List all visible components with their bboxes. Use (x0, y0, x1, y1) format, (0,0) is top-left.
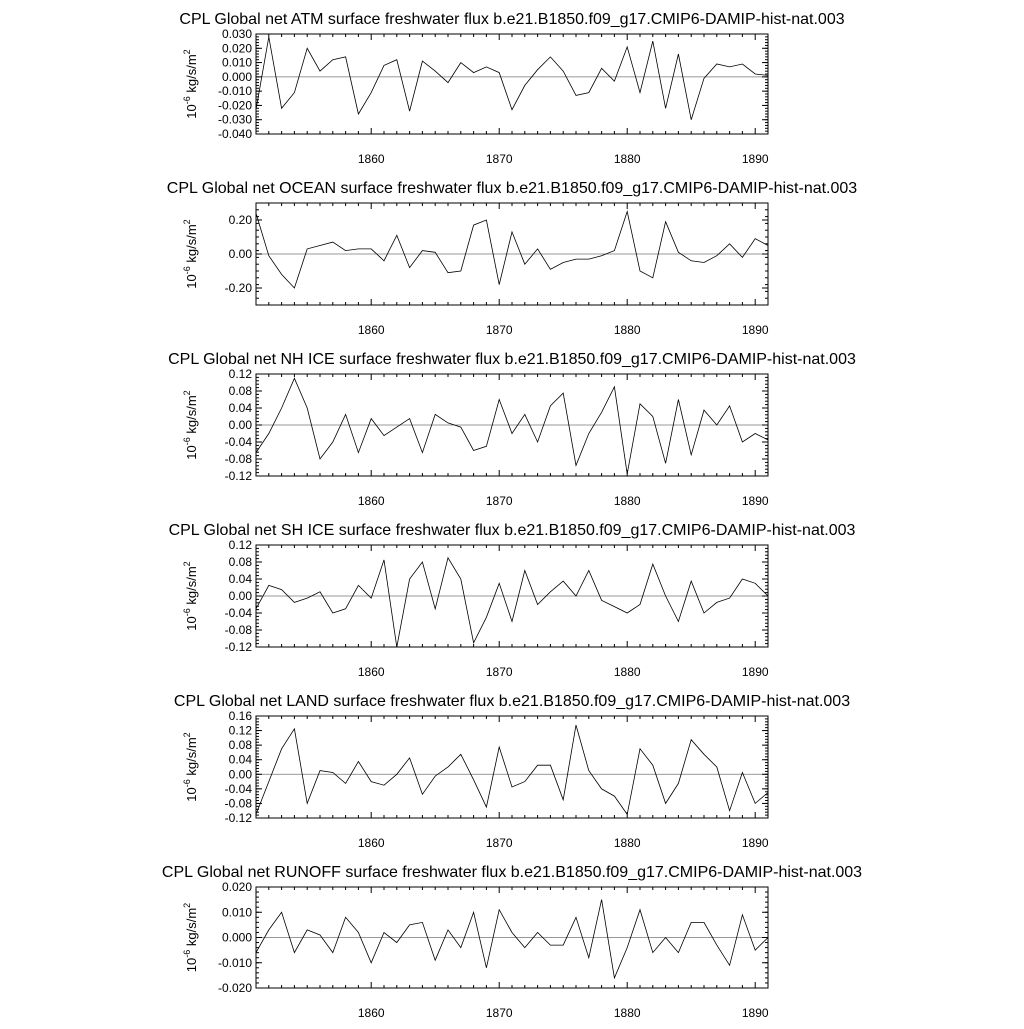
x-tick-label: 1890 (741, 665, 769, 679)
x-tick-label: 1880 (613, 494, 641, 508)
y-tick-label: 0.00 (228, 767, 252, 782)
x-tick-label: 1870 (485, 1006, 513, 1020)
y-tick-label: -0.04 (224, 781, 252, 796)
chart-panel-2 (167, 180, 858, 337)
x-tick-label: 1890 (741, 152, 769, 166)
x-tick-label: 1870 (485, 494, 513, 508)
chart-title: CPL Global net RUNOFF surface freshwater flux b.e21.B1850.f09_g17.CMIP6-DAMIP-hist-nat.003 (161, 864, 863, 881)
y-tick-label: 0.04 (228, 401, 252, 415)
series-line (256, 378, 768, 474)
y-tick-label: 0.00 (228, 247, 252, 261)
y-tick-label: 0.020 (221, 880, 252, 894)
y-tick-label: -0.08 (224, 452, 252, 466)
y-tick-label: 0.08 (228, 384, 252, 398)
x-tick-label: 1870 (485, 836, 513, 850)
y-tick-label: 0.000 (221, 69, 252, 84)
y-tick-label: -0.030 (217, 112, 252, 127)
plot-frame (256, 716, 768, 818)
x-tick-label: 1880 (613, 836, 641, 850)
chart-panel-6 (162, 864, 862, 1020)
y-tick-label: -0.08 (224, 796, 252, 811)
x-tick-label: 1860 (357, 836, 385, 850)
y-tick-label: -0.12 (224, 811, 252, 825)
x-tick-label: 1890 (741, 1006, 769, 1020)
y-tick-label: -0.20 (224, 281, 252, 295)
y-tick-label: 0.12 (228, 723, 252, 738)
series-line (256, 900, 768, 978)
x-tick-label: 1860 (357, 494, 385, 508)
y-tick-label: -0.040 (217, 127, 252, 141)
y-tick-label: -0.08 (224, 623, 252, 637)
chart-title: CPL Global net NH ICE surface freshwater flux b.e21.B1850.f09_g17.CMIP6-DAMIP-hist-nat.003 (168, 351, 856, 368)
y-axis-label: $10^{-6}$ $kg/s/m^2$ (182, 390, 199, 460)
y-tick-label: 0.08 (228, 738, 252, 753)
y-tick-label: 0.010 (221, 905, 252, 920)
x-tick-label: 1890 (741, 323, 769, 337)
y-tick-label: 0.20 (228, 213, 252, 227)
chart-title: CPL Global net SH ICE surface freshwater flux b.e21.B1850.f09_g17.CMIP6-DAMIP-hist-nat.003 (168, 522, 856, 539)
chart-panel-5 (174, 693, 850, 850)
y-tick-label: 0.020 (221, 41, 252, 56)
x-tick-label: 1880 (613, 1006, 641, 1020)
y-axis-label: $10^{-6}$ $kg/s/m^2$ (182, 902, 199, 973)
y-axis-label: $10^{-6}$ $kg/s/m^2$ (182, 561, 199, 631)
y-axis-label: $10^{-6}$ $kg/s/m^2$ (182, 49, 199, 119)
x-tick-label: 1880 (613, 323, 641, 337)
y-tick-label: -0.04 (224, 435, 252, 449)
y-tick-label: 0.04 (228, 752, 252, 767)
x-tick-label: 1870 (485, 665, 513, 679)
y-tick-label: -0.020 (217, 98, 252, 113)
y-tick-label: 0.12 (228, 538, 252, 552)
series-line (256, 558, 768, 647)
y-tick-label: 0.000 (221, 930, 252, 945)
y-tick-label: 0.16 (228, 709, 252, 723)
x-tick-label: 1870 (485, 152, 513, 166)
y-tick-label: 0.04 (228, 572, 252, 586)
chart-panel-4 (169, 522, 856, 679)
y-axis-label: $10^{-6}$ $kg/s/m^2$ (182, 732, 199, 802)
x-tick-label: 1880 (613, 665, 641, 679)
x-tick-label: 1860 (357, 665, 385, 679)
y-tick-label: -0.12 (224, 640, 252, 654)
y-tick-label: -0.010 (217, 955, 252, 970)
x-tick-label: 1870 (485, 323, 513, 337)
y-tick-label: -0.12 (224, 469, 252, 483)
y-tick-label: 0.00 (228, 589, 252, 603)
y-tick-label: -0.020 (217, 981, 252, 995)
x-tick-label: 1860 (357, 152, 385, 166)
series-line (256, 212, 768, 289)
x-tick-label: 1890 (741, 836, 769, 850)
chart-title: CPL Global net LAND surface freshwater flux b.e21.B1850.f09_g17.CMIP6-DAMIP-hist-nat.003 (173, 693, 851, 710)
x-tick-label: 1860 (357, 1006, 385, 1020)
y-tick-label: -0.04 (224, 606, 252, 620)
x-tick-label: 1860 (357, 323, 385, 337)
y-tick-label: 0.12 (228, 367, 252, 381)
y-tick-label: -0.010 (217, 84, 252, 99)
chart-title: CPL Global net ATM surface freshwater flux b.e21.B1850.f09_g17.CMIP6-DAMIP-hist-nat.003 (179, 11, 845, 28)
y-tick-label: 0.030 (221, 27, 252, 41)
x-tick-label: 1890 (741, 494, 769, 508)
series-line (256, 725, 768, 814)
y-tick-label: 0.010 (221, 55, 252, 70)
y-axis-label: $10^{-6}$ $kg/s/m^2$ (182, 219, 199, 289)
y-tick-label: 0.00 (228, 418, 252, 432)
x-tick-label: 1880 (613, 152, 641, 166)
series-line (256, 37, 768, 120)
chart-title: CPL Global net OCEAN surface freshwater flux b.e21.B1850.f09_g17.CMIP6-DAMIP-hist-nat.003 (166, 180, 858, 197)
chart-panel-3 (168, 351, 856, 508)
y-tick-label: 0.08 (228, 555, 252, 569)
chart-panel-1 (179, 11, 844, 166)
